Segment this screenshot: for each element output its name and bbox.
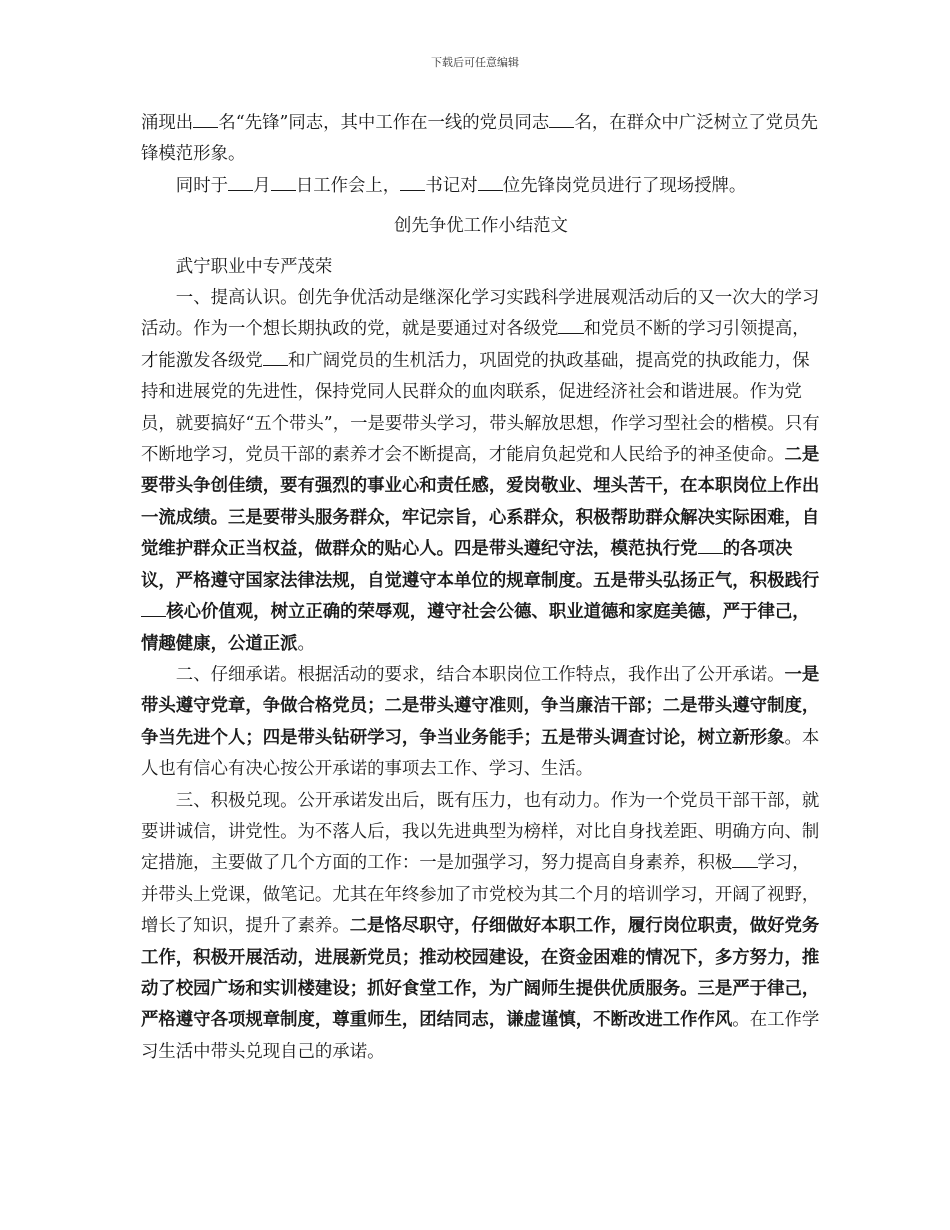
text-run: 和广阔党员的生机活力，巩固党的执政基础，提高党的执政能力，保持和进展党的先进性，保持党同人民群众的血肉联系，促进经济社会和谐进展。作为党员，就要搞好“五个带头”，一是要带头学习，带头解放思想，作学习型社会的楷模。只有不断地学习，党员干部的素养才会不断提高，才能肩负起党和人民给予的神圣使命。	[141, 350, 820, 466]
document-body	[141, 108, 821, 1068]
section-2-paragraph	[141, 660, 821, 786]
bold-text-run: 的各项决议，严格遵守国家法律法规，自觉遵守本单位的规章制度。五是带头弘扬正气，积极践行	[141, 539, 820, 591]
section-3-paragraph	[141, 786, 821, 1069]
text-run: 学习，并带头上党课，做笔记。尤其在年终参加了市党校为其二个月的培训学习，开阔了视野，增长了知识，提升了素养。	[141, 853, 820, 937]
fill-blank	[228, 174, 253, 191]
author-line: 武宁职业中专严茂荣	[175, 256, 333, 277]
section-1-paragraph	[141, 283, 821, 660]
text-run: 。本人也有信心有决心按公开承诺的事项去工作、学习、生活。	[141, 727, 820, 780]
bold-text-run: 一是带头遵守党章，争做合格党员；二是带头遵守准则，争当廉洁干部；二是带头遵守制度，争当先进个人；四是带头钻研学习，争当业务能手；五是带头调查讨论，树立新形象	[141, 664, 820, 748]
bold-text-run: 二是要带头争创佳绩，要有强烈的事业心和责任感，爱岗敬业、埋头苦干，在本职岗位上作出一流成绩。三是要带头服务群众，牢记宗旨，心系群众，积极帮助群众解决实际困难，自觉维护群众正当权益，做群众的贴心人。四是带头遵纪守法，模范执行党	[141, 445, 820, 560]
fill-blank	[193, 111, 218, 128]
fill-blank	[400, 174, 425, 191]
text-run: 。在工作学习生活中带头兑现自己的承诺。	[141, 1010, 820, 1062]
text-run: 名，在群众中广泛树立了党员先锋模范形象。	[141, 113, 818, 165]
text-run: 和党员不断的学习引领提高，才能激发各级党	[141, 319, 810, 371]
text-run: 三、积极兑现。公开承诺发出后，既有压力，也有动力。作为一个党员干部干部，就要讲诚信，讲党性。为不落人后，我以先进典型为榜样，对比自身找差距、明确方向、制定措施，主要做了几个方面的工作：一是加强学习，努力提高自身素养，积极	[141, 790, 820, 874]
text-run: 日工作会上，	[295, 175, 401, 196]
intro-paragraph-1	[141, 108, 821, 171]
text-run: 。	[297, 633, 315, 654]
text-run: 名“先锋”同志，其中工作在一线的党员同志	[218, 113, 550, 133]
fill-blank	[271, 174, 296, 191]
text-run: 二、仔细承诺。根据活动的要求，结合本职岗位工作特点，我作出了公开承诺。	[175, 664, 785, 685]
page-header: 下载后可任意编辑	[431, 56, 519, 69]
fill-blank	[558, 318, 583, 335]
text-run: 书记对	[425, 175, 478, 196]
fill-blank	[478, 174, 503, 191]
document-title: 创先争优工作小结范文	[394, 216, 568, 237]
fill-blank	[732, 852, 757, 869]
bold-text-run: 二是恪尽职守，仔细做好本职工作，履行岗位职责，做好党务工作，积极开展活动，进展新党员；推动校园建设，在资金困难的情况下，多方努力，推动了校园广场和实训楼建设；抓好食堂工作，为广阔师生提供优质服务。三是严于律己，严格遵守各项规章制度，尊重师生，团结同志，谦虚谨慎，不断改进工作作风	[141, 916, 820, 1031]
text-run: 位先锋岗党员进行了现场授牌。	[502, 175, 747, 196]
text-run: 同时于	[175, 175, 228, 196]
text-run: 一、提高认识。创先争优活动是继深化学习实践科学进展观活动后的又一次大的学习活动。作为一个想长期执政的党，就是要通过对各级党	[141, 288, 820, 340]
fill-blank	[263, 349, 288, 366]
bold-text-run: 核心价值观，树立正确的荣辱观，遵守社会公德、职业道德和家庭美德，严于律己，情趣健康，公道正派	[141, 602, 810, 654]
text-run: 月	[253, 175, 271, 196]
intro-paragraph-2	[141, 171, 821, 202]
fill-blank	[698, 538, 723, 555]
text-run: 涌现出	[141, 113, 194, 133]
fill-blank	[141, 600, 166, 617]
fill-blank	[549, 111, 574, 128]
